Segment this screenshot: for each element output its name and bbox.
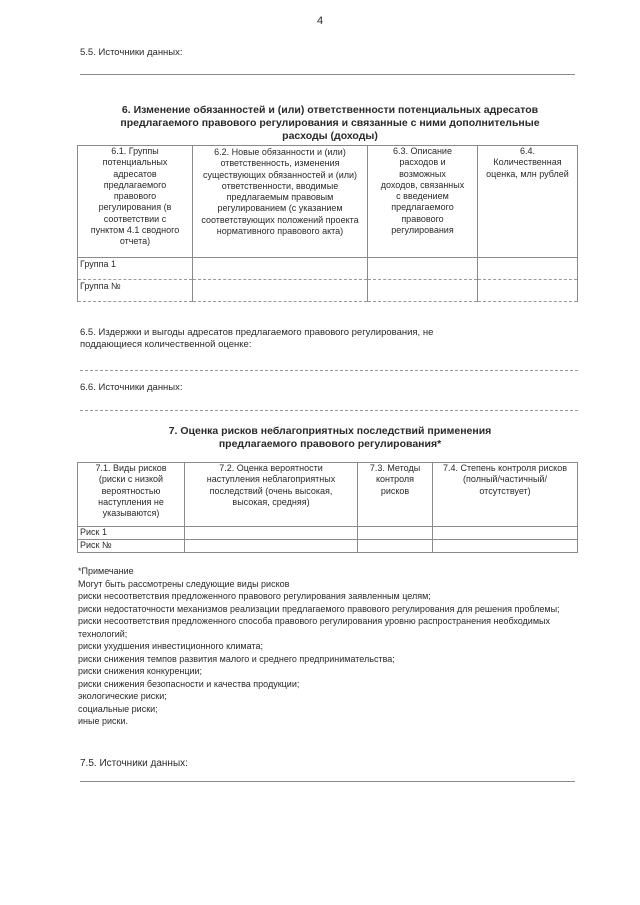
table-header-row — [78, 146, 578, 258]
row-label: Риск 1 — [78, 527, 185, 540]
table-section-7 — [77, 462, 578, 553]
header-7-2: 7.2. Оценка вероятности наступления неблагоприятных последствий (очень высокая, высокая, средняя) — [185, 463, 358, 527]
list-item: риски несоответствия предложенного правового регулирования заявленным целям; — [78, 591, 431, 601]
divider — [80, 370, 578, 371]
header-7-3: 7.3. Методы контроля рисков — [358, 463, 433, 527]
header-6-2: 6.2. Новые обязанности и (или) ответственность, изменения существующих обязанностей и (или) ответственности, вводимые предлагаемым правовым регулированием (с указанием соответствующих положений проекта нормативного правового акта) — [193, 146, 368, 258]
row-label: Группа 1 — [78, 258, 193, 280]
row-label: Риск № — [78, 540, 185, 553]
row-label: Группа № — [78, 280, 193, 302]
list-item: риски ухудшения инвестиционного климата; — [78, 641, 263, 651]
table-header-row — [78, 463, 578, 527]
header-6-1: 6.1. Группы потенциальных адресатов предлагаемого правового регулирования (в соответствии с пунктом 4.1 сводного отчета) — [78, 146, 193, 258]
section-6-heading: 6. Изменение обязанностей и (или) ответственности потенциальных адресатов предлагаемого правового регулирования и связанные с ними дополнительные расходы (доходы) — [120, 104, 540, 143]
note-title: *Примечание — [78, 566, 134, 576]
table-section-6 — [77, 145, 578, 302]
footnote — [78, 565, 578, 728]
section-7-heading: 7. Оценка рисков неблагоприятных последствий применения предлагаемого правового регулирования* — [168, 425, 492, 451]
list-item: риски снижения конкуренции; — [78, 666, 203, 676]
divider — [80, 74, 575, 75]
header-7-1: 7.1. Виды рисков (риски с низкой вероятностью наступления не указываются) — [78, 463, 185, 527]
list-item: иные риски. — [78, 716, 128, 726]
note-intro: Могут быть рассмотрены следующие виды рисков — [78, 578, 290, 589]
list-item: социальные риски; — [78, 703, 158, 714]
table-row — [78, 258, 578, 280]
section-6-6-label: 6.6. Источники данных: — [80, 382, 183, 393]
list-item: риски недостаточности механизмов реализации предлагаемого правового регулирования для решения проблемы; — [78, 603, 560, 614]
list-item: риски несоответствия предложенного способа правового регулирования уровню распространения необходимых технологий; — [78, 616, 550, 639]
section-5-5-label: 5.5. Источники данных: — [80, 47, 183, 58]
section-6-5: 6.5. Издержки и выгоды адресатов предлагаемого правового регулирования, не поддающиеся количественной оценке: — [80, 327, 434, 351]
header-6-3: 6.3. Описание расходов и возможных доходов, связанных с введением предлагаемого правового регулирования — [368, 146, 478, 258]
page-number: 4 — [316, 15, 324, 27]
section-7-5-label: 7.5. Источники данных: — [80, 758, 188, 769]
header-7-4: 7.4. Степень контроля рисков (полный/частичный/ отсутствует) — [433, 463, 578, 527]
list-item: экологические риски; — [78, 691, 167, 701]
divider — [80, 410, 578, 411]
table-row — [78, 280, 578, 302]
table-row — [78, 540, 578, 553]
divider — [80, 781, 575, 782]
table-row — [78, 527, 578, 540]
header-6-4: 6.4. Количественная оценка, млн рублей — [478, 146, 578, 258]
list-item: риски снижения темпов развития малого и среднего предпринимательства; — [78, 653, 395, 664]
list-item: риски снижения безопасности и качества продукции; — [78, 678, 300, 689]
